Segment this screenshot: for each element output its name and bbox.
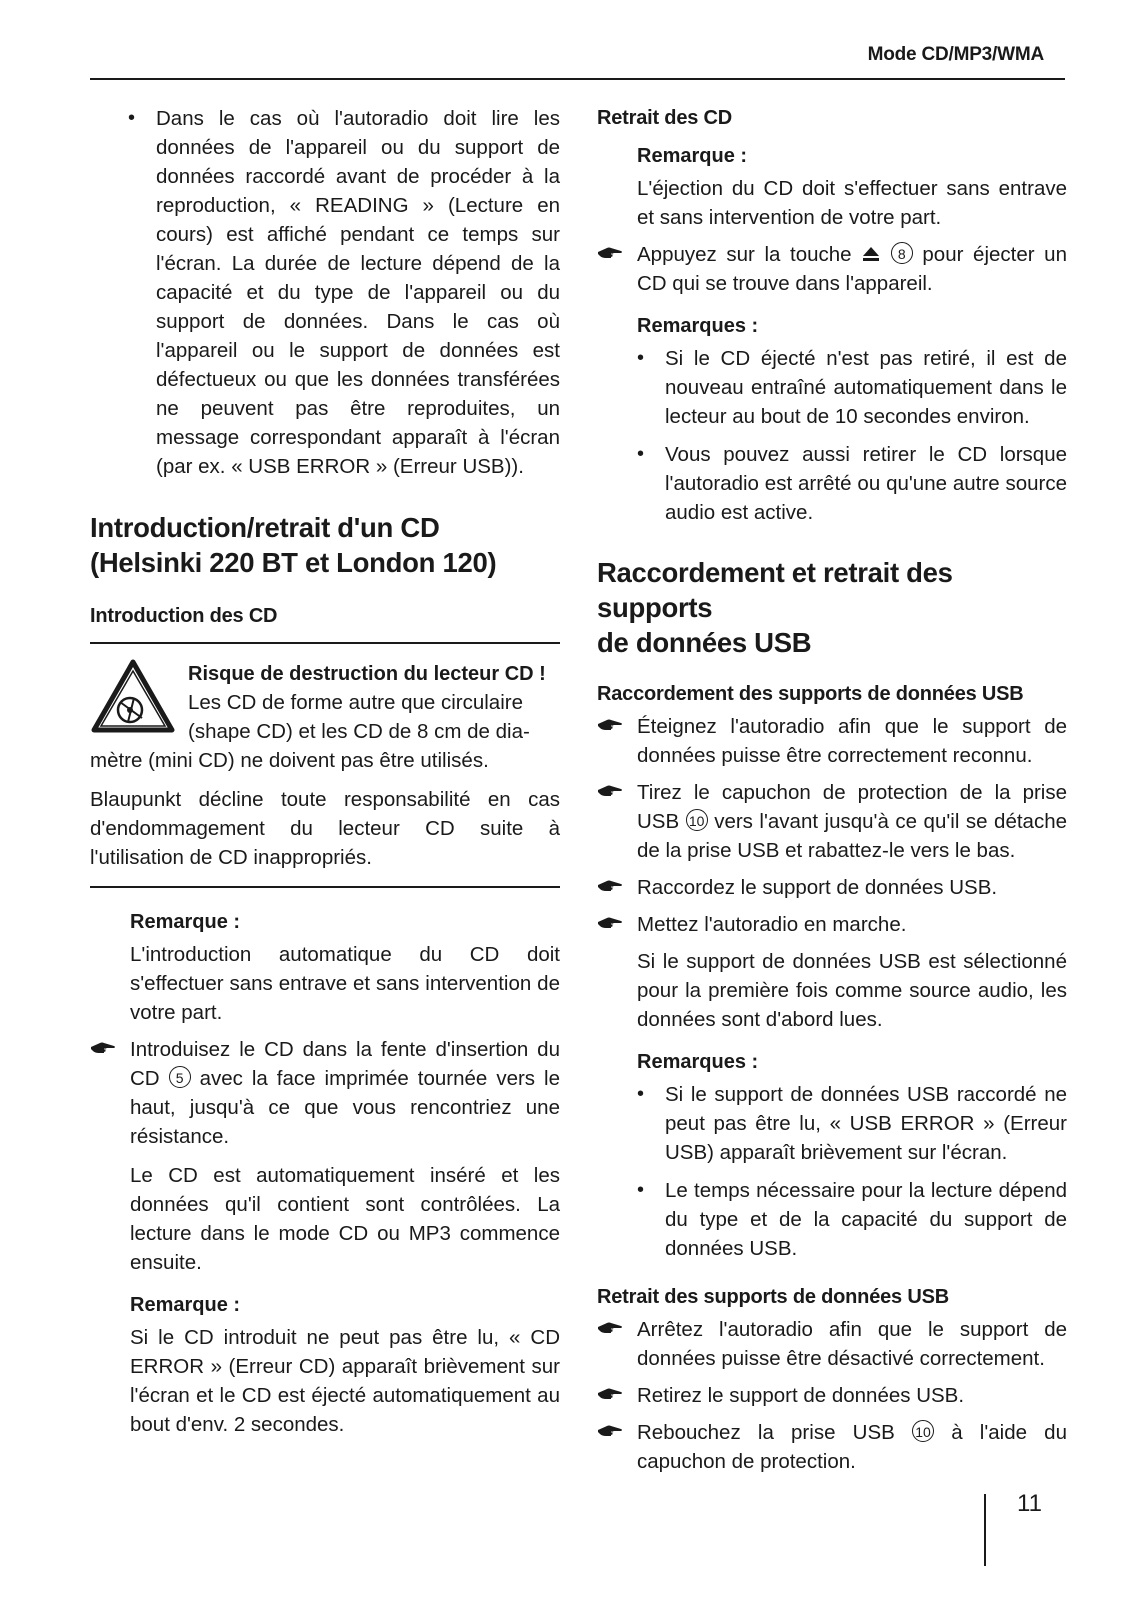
pointing-hand-icon [597, 913, 623, 933]
list-item: • Vous pouvez aussi retirer le CD lorsque l'autoradio est arrêté ou qu'une autre source audio est active. [637, 443, 1067, 524]
body-text: Si le support de données USB est sélectionné pour la première fois comme source audio, les données sont d'abord lues. [637, 950, 1067, 1031]
body-text: Le CD est automatiquement inséré et les données qu'il contient sont contrôlées. La lecture dans le mode CD ou MP3 commence ensuite. [130, 1164, 560, 1274]
pointing-hand-icon [597, 1384, 623, 1404]
bullet-text: Dans le cas où l'autoradio doit lire les données de l'appareil ou du support de données raccordé avant de procéder à la reproduction, « READING » (Lecture en cours) est affiché pendant ce temps sur l'écran. La durée de lecture dépend de la capacité et du type de l'appareil ou du support de données. Dans le cas où l'appareil ou le support de données est défectueux ou que les données transférées ne peuvent pas être reproduites, un message correspondant apparaît à l'écran (par ex. « USB ERROR » (Erreur USB)). [156, 107, 560, 478]
disclaimer-text: Blaupunkt décline toute responsabilité en cas d'endommagement du lecteur CD suite à l'utilisation de CD inappropriés. [90, 788, 560, 869]
notes-label: Remarques : [637, 1051, 759, 1073]
subsection-title: Retrait des CD [597, 107, 733, 129]
note-text: L'introduction automatique du CD doit s'effectuer sans entrave et sans intervention de votre part. [130, 943, 560, 1024]
pointing-hand-icon [597, 1318, 623, 1338]
action-step: Éteignez l'autoradio afin que le support de données puisse être correctement reconnu. [597, 712, 1067, 770]
warning-title: Risque de destruction du lecteur CD ! [188, 663, 546, 685]
subsection-title: Raccordement des supports de données USB [597, 683, 1024, 705]
subsection-title: Retrait des supports de données USB [597, 1286, 949, 1308]
warning-line: mètre (mini CD) ne doivent pas être utilisés. [90, 749, 489, 772]
control-number-badge: 5 [169, 1066, 191, 1088]
action-step: Arrêtez l'autoradio afin que le support de données puisse être désactivé correctement. [597, 1315, 1067, 1373]
action-step: Raccordez le support de données USB. [597, 873, 1067, 902]
note-label: Remarque : [130, 1294, 241, 1316]
warning-line: Les CD de forme autre que circulaire [188, 691, 523, 714]
warning-box [90, 644, 560, 872]
action-step: Tirez le capuchon de protection de la prise USB 10 vers l'avant jusqu'à ce qu'il se détache de la prise USB et rabattez-le vers le bas. [597, 778, 1067, 865]
list-item: • Le temps nécessaire pour la lecture dépend du type et de la capacité du support de données USB. [637, 1179, 1067, 1260]
left-column [90, 104, 560, 1439]
section-title: Raccordement et retrait des supports de données USB [597, 557, 953, 658]
header-rule [90, 78, 1065, 80]
eject-icon [861, 245, 881, 263]
action-step: Mettez l'autoradio en marche. [597, 910, 1067, 939]
pointing-hand-icon [90, 1038, 116, 1058]
action-step: Appuyez sur la touche 8 pour éjecter un CD qui se trouve dans l'appareil. [597, 240, 1067, 298]
list-item: • Si le support de données USB raccordé ne peut pas être lu, « USB ERROR » (Erreur USB) apparaît brièvement sur l'écran. [637, 1083, 1067, 1164]
warning-line: (shape CD) et les CD de 8 cm de dia- [188, 720, 530, 743]
notes-label: Remarques : [637, 315, 759, 337]
note-label: Remarque : [130, 911, 241, 933]
note-text: Si le CD introduit ne peut pas être lu, « CD ERROR » (Erreur CD) apparaît brièvement sur l'écran et le CD est éjecté automatiquement au bout d'env. 2 secondes. [130, 1326, 560, 1436]
list-item: • Dans le cas où l'autoradio doit lire les données de l'appareil ou du support de données raccordé avant de procéder à la reproduction, « READING » (Lecture en cours) est affiché pendant ce temps sur l'écran. La durée de lecture dépend de la capacité et du type de l'appareil ou du support de données. Dans le cas où l'appareil ou le support de données est défectueux ou que les données transférées ne peuvent pas être reproduites, un message correspondant apparaît à l'écran (par ex. « USB ERROR » (Erreur USB)). [128, 104, 560, 481]
note-label: Remarque : [637, 145, 748, 167]
pointing-hand-icon [597, 1421, 623, 1441]
right-column [597, 104, 1067, 1476]
pointing-hand-icon [597, 715, 623, 735]
section-title: Introduction/retrait d'un CD (Helsinki 220 BT et London 120) [90, 512, 497, 578]
control-number-badge: 10 [912, 1420, 934, 1442]
pointing-hand-icon [597, 243, 623, 263]
pointing-hand-icon [597, 781, 623, 801]
control-number-badge: 10 [686, 809, 708, 831]
action-step: Rebouchez la prise USB 10 à l'aide du capuchon de protection. [597, 1418, 1067, 1476]
page-number-rule [984, 1494, 986, 1566]
action-step: Retirez le support de données USB. [597, 1381, 1067, 1410]
pointing-hand-icon [597, 876, 623, 896]
list-item: • Si le CD éjecté n'est pas retiré, il est de nouveau entraîné automatiquement dans le lecteur au bout de 10 secondes environ. [637, 347, 1067, 428]
note-text: L'éjection du CD doit s'effectuer sans entrave et sans intervention de votre part. [637, 177, 1067, 229]
subsection-title: Introduction des CD [90, 605, 278, 627]
header-title: Mode CD/MP3/WMA [867, 44, 1044, 65]
control-number-badge: 8 [891, 242, 913, 264]
action-step: Introduisez le CD dans la fente d'insertion du CD 5 avec la face imprimée tournée vers le haut, jusqu'à ce que vous rencontriez une résistance. [90, 1035, 560, 1151]
cd-warning-triangle-icon [90, 658, 176, 734]
page-number: 11 [1017, 1490, 1042, 1517]
